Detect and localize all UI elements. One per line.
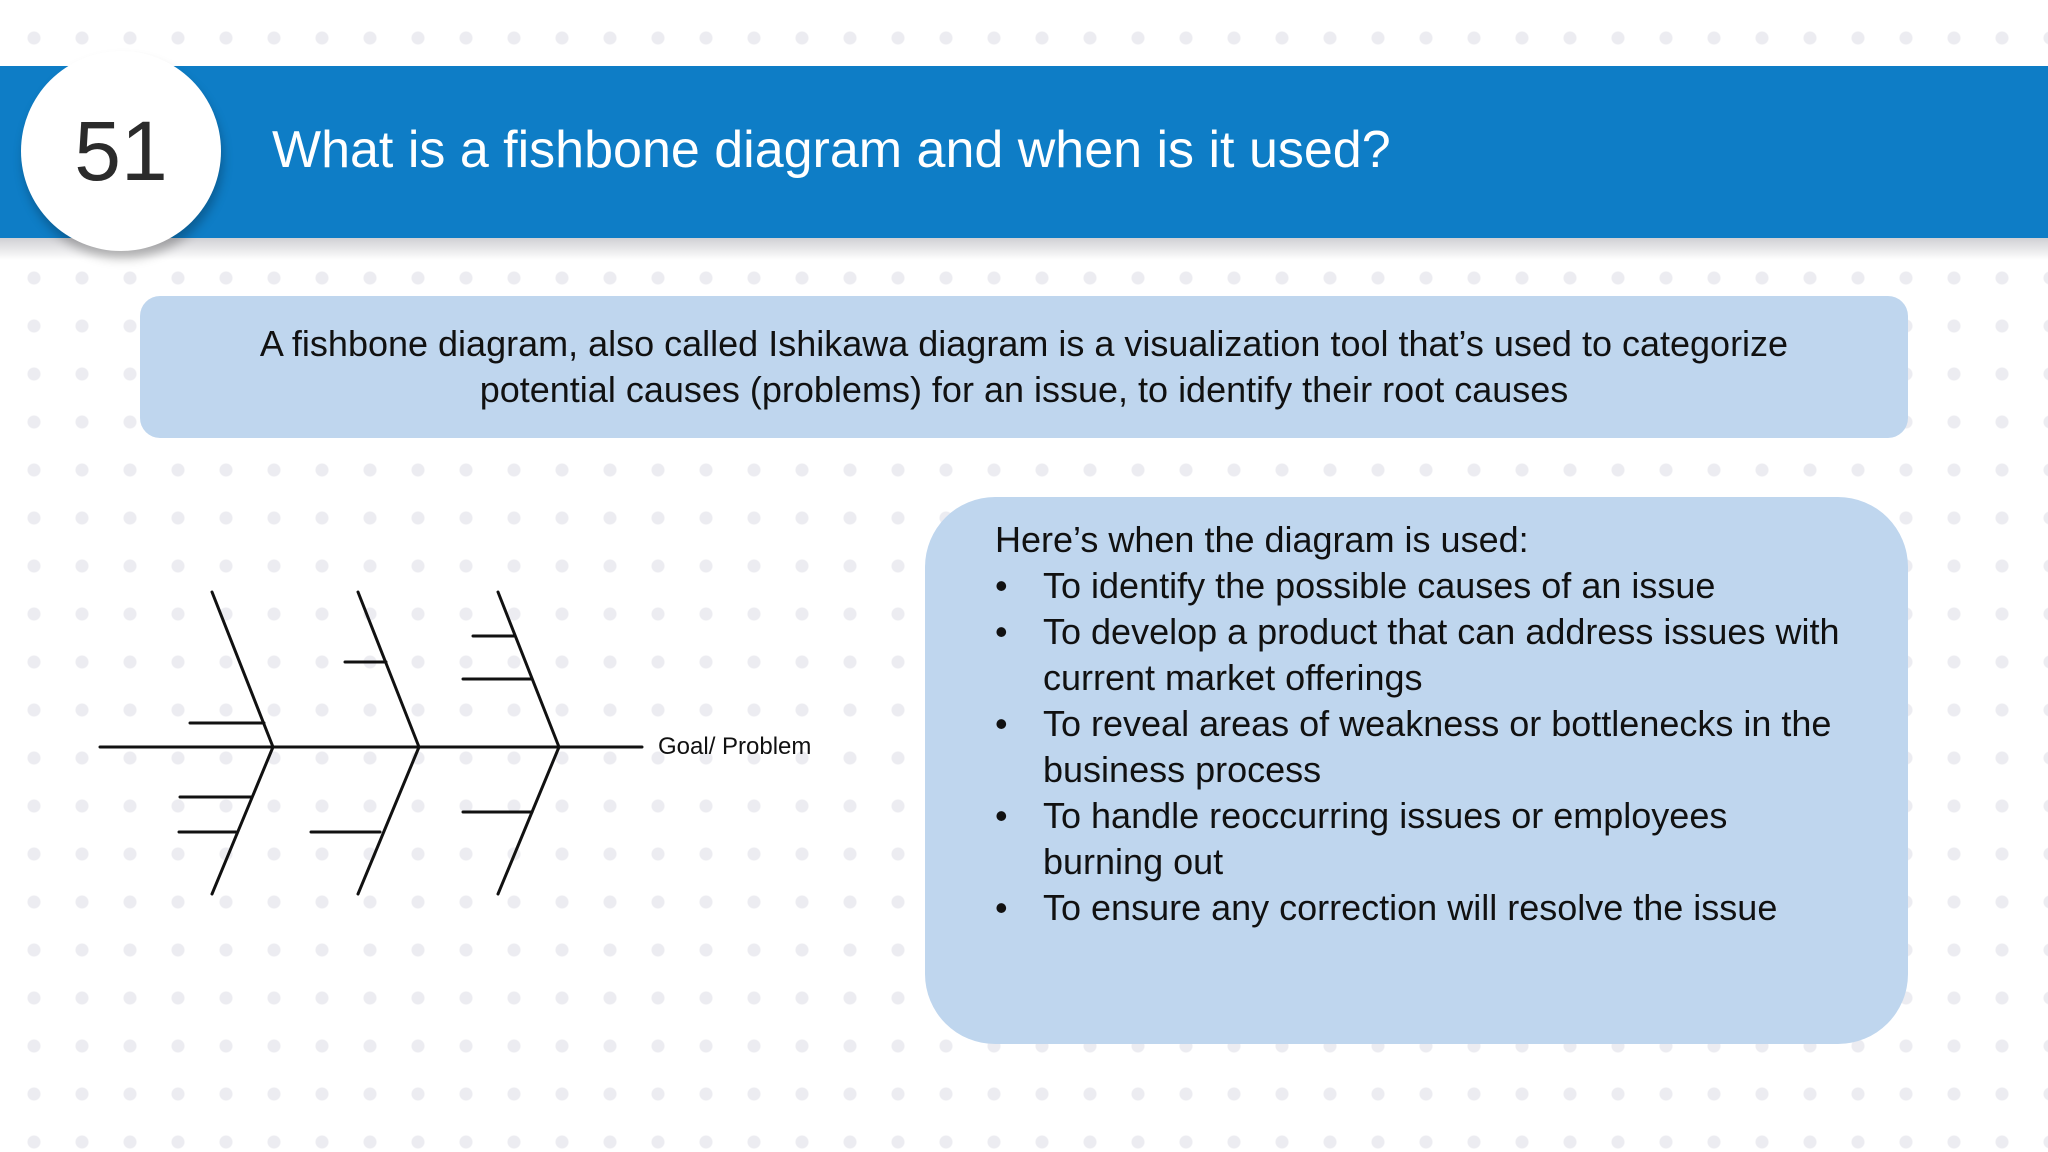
bullet-icon: • — [995, 795, 1008, 836]
fishbone-rib-1-bottom — [212, 747, 273, 894]
usage-box — [925, 497, 1908, 1044]
list-item-text: To reveal areas of weakness or bottlenecks in the business process — [1043, 703, 1832, 790]
bullet-icon: • — [995, 611, 1008, 652]
list-item — [995, 609, 1848, 701]
list-item — [995, 563, 1848, 609]
list-item — [995, 793, 1848, 885]
definition-text: A fishbone diagram, also called Ishikawa diagram is a visualization tool that’s used to categorize potential causes (problems) for an issue, to identify their root causes — [259, 323, 1789, 410]
list-item — [995, 885, 1848, 931]
fishbone-diagram — [90, 580, 650, 910]
usage-intro: Here’s when the diagram is used: — [995, 519, 1529, 560]
bullet-icon: • — [995, 565, 1008, 606]
slide-number: 51 — [74, 103, 168, 198]
usage-list — [995, 563, 1848, 931]
list-item-text: To develop a product that can address issues with current market offerings — [1043, 611, 1840, 698]
bullet-icon: • — [995, 887, 1008, 928]
list-item-text: To ensure any correction will resolve the issue — [1043, 887, 1778, 928]
list-item-text: To identify the possible causes of an issue — [1043, 565, 1716, 606]
slide-number-badge — [21, 51, 221, 251]
bullet-icon: • — [995, 703, 1008, 744]
fishbone-rib-3-bottom — [498, 747, 559, 894]
fishbone-rib-2-bottom — [358, 747, 419, 894]
fishbone-rib-2-top — [358, 592, 419, 747]
list-item — [995, 701, 1848, 793]
slide-title: What is a fishbone diagram and when is it used? — [272, 121, 1391, 179]
header-shadow — [0, 238, 2048, 260]
goal-problem-label: Goal/ Problem — [658, 733, 812, 760]
fishbone-rib-3-top — [498, 592, 559, 747]
list-item-text: To handle reoccurring issues or employees burning out — [1043, 795, 1728, 882]
definition-box — [140, 296, 1908, 438]
